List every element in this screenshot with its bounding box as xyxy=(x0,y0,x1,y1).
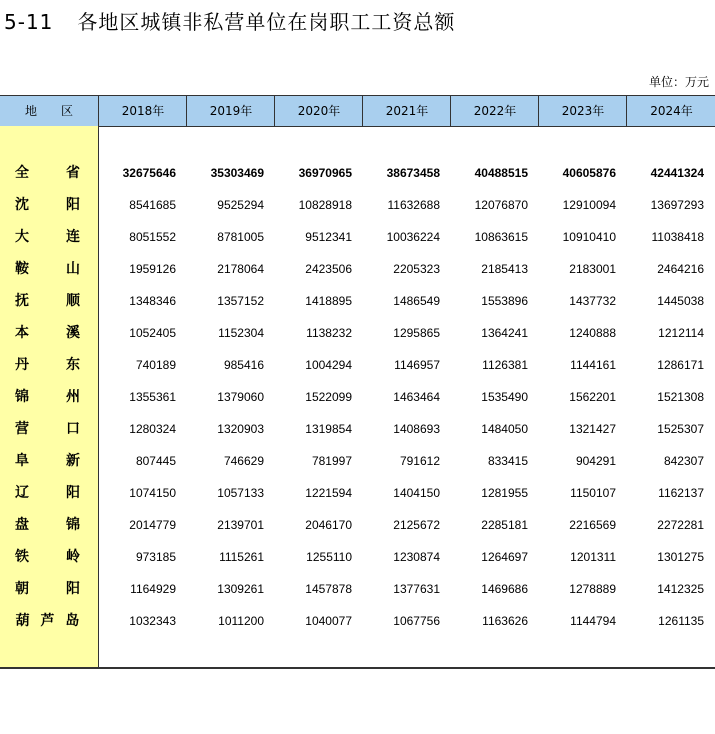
value-cell: 1221594 xyxy=(305,486,352,500)
value-cell: 40605876 xyxy=(562,166,616,180)
region-name: 本 溪 xyxy=(15,325,83,341)
value-cell: 1437732 xyxy=(569,294,616,308)
region-name: 铁 岭 xyxy=(15,549,83,565)
value-cell: 2183001 xyxy=(569,262,616,276)
value-cell: 1240888 xyxy=(569,326,616,340)
value-cell: 1321427 xyxy=(569,422,616,436)
value-cell: 1457878 xyxy=(305,582,352,596)
value-cell: 1295865 xyxy=(393,326,440,340)
table-row xyxy=(0,289,715,313)
page-title xyxy=(4,6,455,35)
table-row xyxy=(0,385,715,409)
value-cell: 10910410 xyxy=(562,230,616,244)
value-cell: 1144161 xyxy=(570,358,616,372)
region-name: 鞍 山 xyxy=(15,261,83,277)
header-year: 2020年 xyxy=(274,96,363,126)
value-cell: 40488515 xyxy=(474,166,528,180)
table-row xyxy=(0,513,715,537)
value-cell: 1412325 xyxy=(657,582,704,596)
value-cell: 1280324 xyxy=(129,422,176,436)
value-cell: 35303469 xyxy=(210,166,264,180)
value-cell: 1152304 xyxy=(218,326,264,340)
value-cell: 1486549 xyxy=(393,294,440,308)
region-name: 大 连 xyxy=(15,229,83,245)
value-cell: 1469686 xyxy=(481,582,528,596)
value-cell: 1040077 xyxy=(305,614,352,628)
table-row xyxy=(0,545,715,569)
value-cell: 746629 xyxy=(223,454,264,468)
table-bottom-rule xyxy=(0,667,715,669)
region-name: 营 口 xyxy=(15,421,83,437)
value-cell: 1126381 xyxy=(482,358,528,372)
value-cell: 1377631 xyxy=(393,582,440,596)
value-cell: 1052405 xyxy=(129,326,176,340)
region-name: 沈 阳 xyxy=(15,197,83,213)
header-year: 2018年 xyxy=(98,96,187,126)
value-cell: 1164929 xyxy=(130,582,176,596)
table-row xyxy=(0,257,715,281)
value-cell: 833415 xyxy=(487,454,528,468)
value-cell: 973185 xyxy=(135,550,176,564)
value-cell: 1522099 xyxy=(305,390,352,404)
value-cell: 1301275 xyxy=(657,550,704,564)
table-title: 各地区城镇非私营单位在岗职工工资总额 xyxy=(77,10,456,34)
value-cell: 1255110 xyxy=(306,550,352,564)
header-year: 2019年 xyxy=(186,96,275,126)
value-cell: 1032343 xyxy=(129,614,176,628)
value-cell: 2014779 xyxy=(129,518,176,532)
value-cell: 904291 xyxy=(575,454,616,468)
value-cell: 1286171 xyxy=(657,358,704,372)
value-cell: 2464216 xyxy=(657,262,704,276)
value-cell: 1278889 xyxy=(569,582,616,596)
value-cell: 1364241 xyxy=(481,326,528,340)
region-name: 辽 阳 xyxy=(15,485,83,501)
value-cell: 2139701 xyxy=(217,518,264,532)
value-cell: 1562201 xyxy=(569,390,616,404)
value-cell: 1320903 xyxy=(217,422,264,436)
value-cell: 1357152 xyxy=(217,294,264,308)
value-cell: 2423506 xyxy=(305,262,352,276)
header-year: 2022年 xyxy=(450,96,539,126)
value-cell: 985416 xyxy=(223,358,264,372)
value-cell: 2125672 xyxy=(393,518,440,532)
value-cell: 1057133 xyxy=(217,486,264,500)
value-cell: 1201311 xyxy=(570,550,616,564)
value-cell: 1535490 xyxy=(481,390,528,404)
value-cell: 791612 xyxy=(399,454,440,468)
value-cell: 1011200 xyxy=(218,614,264,628)
value-cell: 1212114 xyxy=(658,326,704,340)
table-number: 5-11 xyxy=(4,10,54,34)
table-row xyxy=(0,609,715,633)
value-cell: 2272281 xyxy=(657,518,704,532)
value-cell: 1484050 xyxy=(481,422,528,436)
region-name: 抚 顺 xyxy=(15,293,83,309)
value-cell: 1264697 xyxy=(481,550,528,564)
table-row xyxy=(0,353,715,377)
value-cell: 8051552 xyxy=(129,230,176,244)
value-cell: 1355361 xyxy=(129,390,176,404)
value-cell: 10863615 xyxy=(474,230,528,244)
value-cell: 781997 xyxy=(311,454,352,468)
table-row xyxy=(0,193,715,217)
value-cell: 807445 xyxy=(135,454,176,468)
table-row xyxy=(0,481,715,505)
value-cell: 1162137 xyxy=(658,486,704,500)
region-name: 朝 阳 xyxy=(15,581,83,597)
value-cell: 2285181 xyxy=(481,518,528,532)
region-name: 全 省 xyxy=(15,165,83,181)
value-cell: 1004294 xyxy=(305,358,352,372)
value-cell: 8541685 xyxy=(129,198,176,212)
value-cell: 1348346 xyxy=(129,294,176,308)
value-cell: 1115261 xyxy=(219,550,264,564)
value-cell: 1309261 xyxy=(217,582,264,596)
value-cell: 1418895 xyxy=(305,294,352,308)
region-name: 盘 锦 xyxy=(15,517,83,533)
value-cell: 10036224 xyxy=(386,230,440,244)
value-cell: 1521308 xyxy=(657,390,704,404)
value-cell: 12076870 xyxy=(474,198,528,212)
value-cell: 9512341 xyxy=(305,230,352,244)
value-cell: 13697293 xyxy=(650,198,704,212)
value-cell: 2185413 xyxy=(481,262,528,276)
value-cell: 9525294 xyxy=(217,198,264,212)
value-cell: 2178064 xyxy=(217,262,264,276)
table-row xyxy=(0,225,715,249)
value-cell: 1144794 xyxy=(570,614,616,628)
table-header xyxy=(0,95,715,127)
value-cell: 1146957 xyxy=(394,358,440,372)
table-row xyxy=(0,577,715,601)
value-cell: 1553896 xyxy=(481,294,528,308)
value-cell: 740189 xyxy=(135,358,176,372)
value-cell: 1230874 xyxy=(393,550,440,564)
value-cell: 2046170 xyxy=(305,518,352,532)
value-cell: 11632688 xyxy=(387,198,440,212)
value-cell: 1138232 xyxy=(306,326,352,340)
value-cell: 1067756 xyxy=(393,614,440,628)
value-cell: 1408693 xyxy=(393,422,440,436)
value-cell: 1959126 xyxy=(129,262,176,276)
value-cell: 2205323 xyxy=(393,262,440,276)
value-cell: 10828918 xyxy=(298,198,352,212)
header-year: 2023年 xyxy=(538,96,627,126)
region-name: 阜 新 xyxy=(15,453,83,469)
value-cell: 1525307 xyxy=(657,422,704,436)
value-cell: 38673458 xyxy=(386,166,440,180)
table-row xyxy=(0,417,715,441)
value-cell: 1463464 xyxy=(393,390,440,404)
value-cell: 42441324 xyxy=(650,166,704,180)
value-cell: 12910094 xyxy=(562,198,616,212)
value-cell: 32675646 xyxy=(122,166,176,180)
region-name: 丹 东 xyxy=(15,357,83,373)
value-cell: 1150107 xyxy=(570,486,616,500)
table-row xyxy=(0,321,715,345)
value-cell: 2216569 xyxy=(569,518,616,532)
value-cell: 1445038 xyxy=(657,294,704,308)
value-cell: 1379060 xyxy=(217,390,264,404)
header-year: 2021年 xyxy=(362,96,451,126)
table-row xyxy=(0,449,715,473)
unit-label: 单位：万元 xyxy=(648,75,709,89)
value-cell: 11038418 xyxy=(651,230,704,244)
value-cell: 842307 xyxy=(663,454,704,468)
header-year: 2024年 xyxy=(626,96,715,126)
value-cell: 1319854 xyxy=(305,422,352,436)
value-cell: 1074150 xyxy=(129,486,176,500)
value-cell: 8781005 xyxy=(217,230,264,244)
table-row xyxy=(0,161,715,185)
value-cell: 1281955 xyxy=(481,486,528,500)
value-cell: 36970965 xyxy=(298,166,352,180)
header-region: 地 区 xyxy=(24,104,73,118)
value-cell: 1261135 xyxy=(658,614,704,628)
region-name: 葫 芦 岛 xyxy=(15,613,83,629)
region-name: 锦 州 xyxy=(15,389,83,405)
value-cell: 1163626 xyxy=(482,614,528,628)
value-cell: 1404150 xyxy=(393,486,440,500)
